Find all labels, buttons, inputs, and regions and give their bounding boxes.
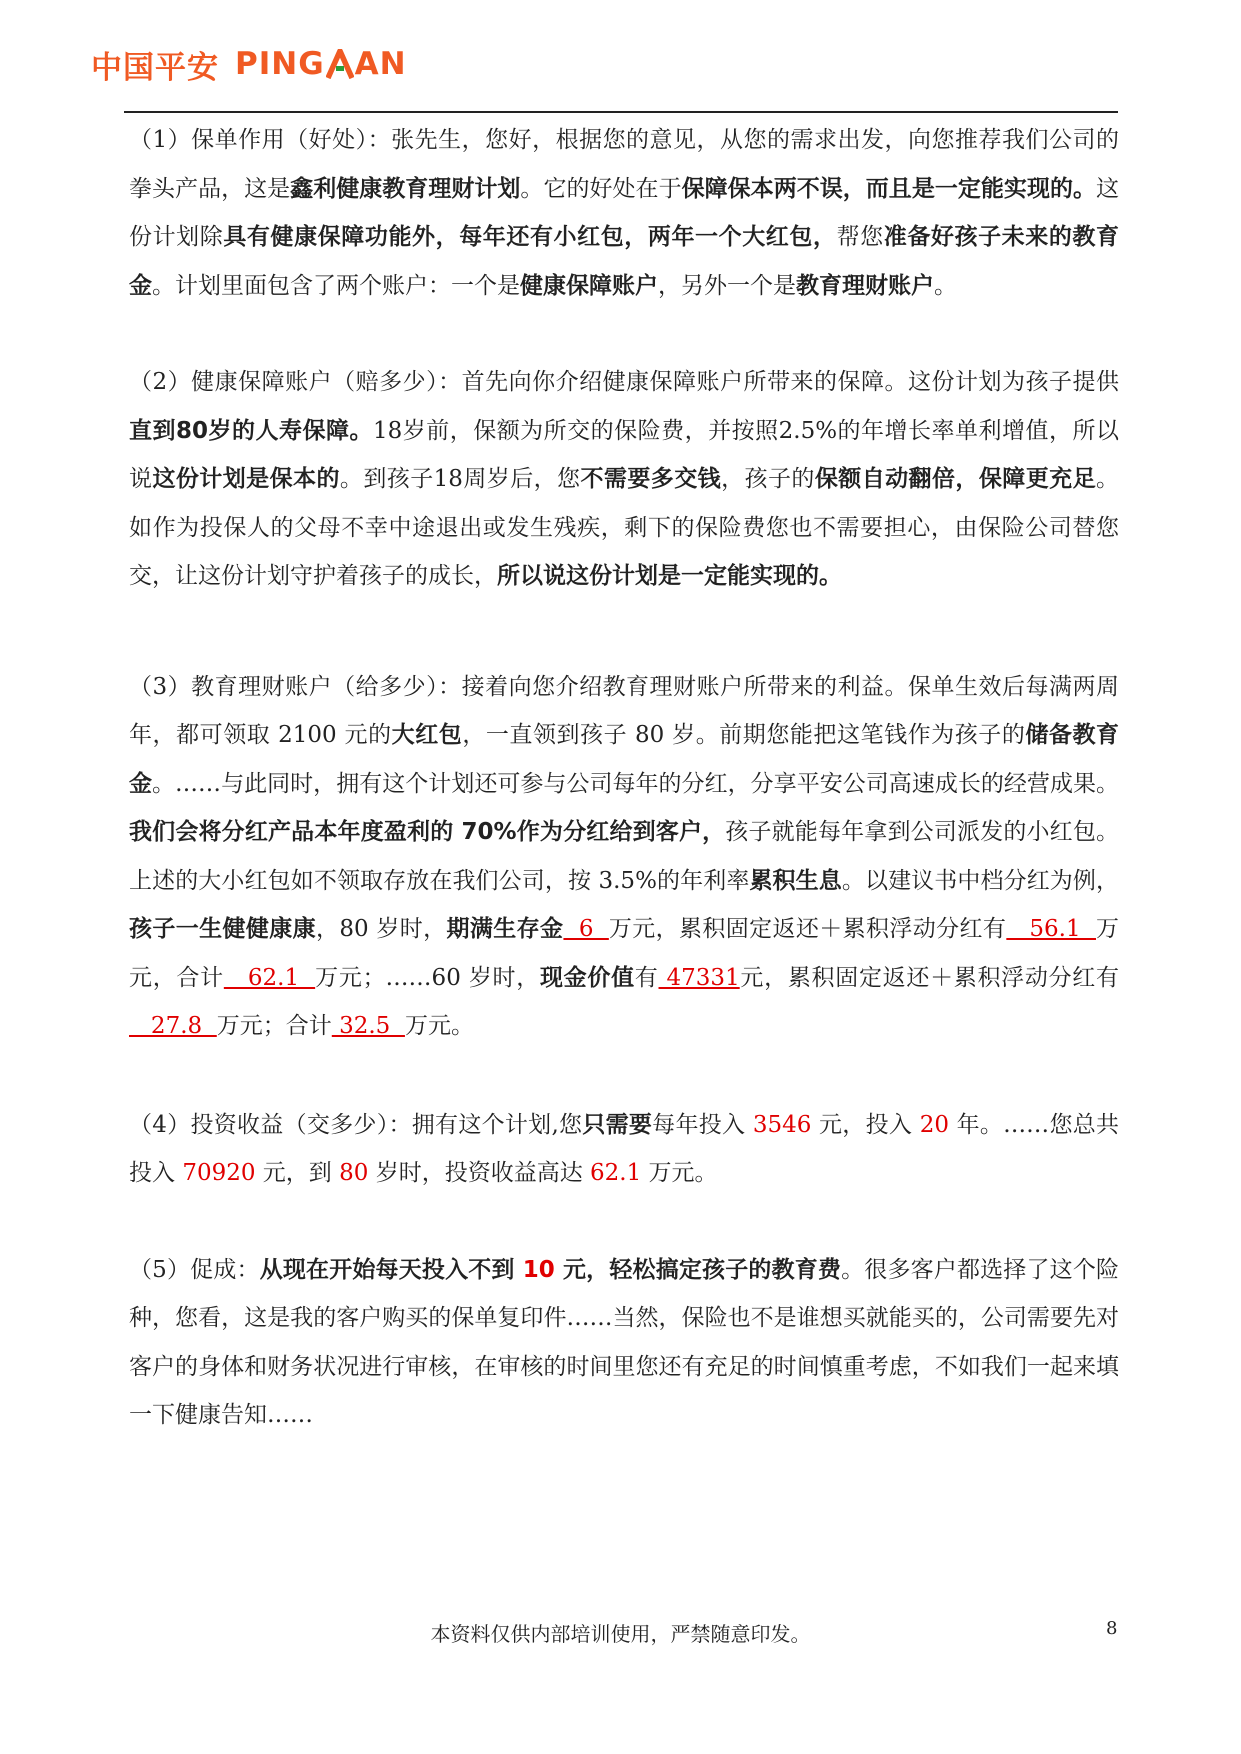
emphasis-text: 从现在开始每天投入不到 bbox=[259, 1256, 523, 1283]
emphasis-text: 期满生存金 bbox=[446, 916, 564, 942]
emphasis-text: 现金价值 bbox=[539, 964, 635, 991]
header-divider bbox=[124, 111, 1118, 113]
emphasis-text: 大红包 bbox=[391, 722, 463, 748]
emphasis-text: 所以说这份计划是一定能实现的。 bbox=[497, 563, 842, 589]
body-text: （1）保单作用（好处）：张先生，您好，根据您的意见，从您的需求出发，向您推荐我们公司的拳头产品，这是 bbox=[129, 127, 1119, 202]
body-text: ，一直领到孩子 80 岁。前期您能把这笔钱作为孩子的 bbox=[462, 722, 1026, 748]
emphasis-text: 我们会将分红产品本年度盈利的 70%作为分红给到客户， bbox=[129, 819, 726, 845]
brand-name-en bbox=[235, 46, 407, 82]
body-text: 岁时，投资收益高达 bbox=[368, 1160, 591, 1186]
emphasis-text: 健康保障账户 bbox=[520, 272, 658, 299]
footer-notice: 本资料仅供内部培训使用，严禁随意印发。 bbox=[430, 1622, 811, 1646]
filled-blank-value: 6 bbox=[563, 916, 609, 942]
body-text: 70920 bbox=[182, 1160, 256, 1186]
body-text: 万元，合计 bbox=[129, 916, 1119, 991]
body-text: 这份计划除 bbox=[129, 175, 1120, 250]
body-text: 。以建议书中档分红为例， bbox=[841, 867, 1120, 894]
filled-blank-value: 32.5 bbox=[331, 1013, 405, 1039]
filled-blank-value: 47331 bbox=[658, 964, 740, 991]
body-text: 元，累积固定返还＋累积浮动分红有 bbox=[739, 964, 1120, 991]
body-text: 。如作为投保人的父母不幸中途退出或发生残疾，剩下的保险费您也不需要担心，由保险公司替您交，让这份计划守护着孩子的成长， bbox=[129, 466, 1120, 589]
body-text: （5）促成： bbox=[129, 1256, 260, 1283]
emphasis-text: 直到80岁的人寿保障。 bbox=[129, 417, 373, 444]
pingan-logo bbox=[91, 44, 407, 84]
emphasis-text: 累积生息 bbox=[749, 867, 842, 894]
brand-name-en-left: PING bbox=[235, 46, 325, 82]
emphasis-text: 具有健康保障功能外，每年还有小红包，两年一个大红包， bbox=[223, 224, 837, 250]
body-text: 18岁前，保额为所交的保险费，并按照2.5%的年增长率单利增值，所以说 bbox=[129, 417, 1119, 492]
emphasis-text: 只需要 bbox=[582, 1111, 653, 1138]
filled-blank-value: 56.1 bbox=[1006, 916, 1096, 942]
body-text: ，80 岁时， bbox=[316, 916, 447, 942]
body-text: 孩子就能每年拿到公司派发的小红包。上述的大小红包如不领取存放在我们公司，按 3.5%的年利率 bbox=[129, 819, 1120, 894]
body-text: 。很多客户都选择了这个险种，您看，这是我的客户购买的保单复印件……当然，保险也不是谁想买就能买的，公司需要先对客户的身体和财务状况进行审核，在审核的时间里您还有充足的时间慎重考虑，不如我们一起来填一下健康告知…… bbox=[129, 1256, 1120, 1428]
emphasis-text: 保障保本两不误，而且是一定能实现的。 bbox=[681, 175, 1097, 202]
emphasis-text: 准备好孩子未来的教育金 bbox=[129, 224, 1120, 299]
pingan-a-mark-icon bbox=[326, 49, 354, 79]
body-text: ，孩子的 bbox=[721, 466, 815, 492]
body-text: 有 bbox=[634, 964, 659, 991]
section-investment-return bbox=[129, 1101, 1119, 1198]
section-education-account bbox=[129, 663, 1119, 1051]
emphasis-text: 元，轻松搞定孩子的教育费 bbox=[554, 1256, 842, 1283]
body-text: 62.1 bbox=[590, 1160, 642, 1186]
emphasis-text: 鑫利健康教育理财计划 bbox=[290, 175, 521, 202]
body-text: 。到孩子18周岁后，您 bbox=[339, 466, 581, 492]
body-text: 万元。 bbox=[404, 1013, 474, 1039]
emphasis-text: 保额自动翻倍，保障更充足 bbox=[814, 466, 1097, 492]
body-text: ，另外一个是 bbox=[658, 272, 796, 299]
filled-blank-value: 27.8 bbox=[129, 1013, 217, 1039]
body-text: 。 bbox=[934, 272, 957, 299]
body-text: 每年投入 bbox=[652, 1111, 753, 1138]
page-number: 8 bbox=[1106, 1618, 1118, 1639]
body-text: 元，到 bbox=[255, 1160, 340, 1186]
document-body bbox=[129, 116, 1119, 1440]
body-text: 万元，累积固定返还＋累积浮动分红有 bbox=[608, 916, 1007, 942]
body-text: 万元。 bbox=[641, 1160, 718, 1186]
section-closing bbox=[129, 1246, 1119, 1440]
body-text: （4）投资收益（交多少）：拥有这个计划,您 bbox=[129, 1111, 583, 1138]
body-text: 年。……您总共投入 bbox=[129, 1111, 1120, 1186]
section-health-account bbox=[129, 358, 1119, 601]
body-text: 。它的好处在于 bbox=[520, 175, 682, 202]
body-text: 3546 bbox=[752, 1111, 812, 1138]
emphasis-text: 教育理财账户 bbox=[796, 272, 934, 299]
section-policy-purpose bbox=[129, 116, 1119, 310]
body-text: （2）健康保障账户（赔多少）：首先向你介绍健康保障账户所带来的保障。这份计划为孩子提供 bbox=[129, 369, 1119, 395]
body-text: 元，投入 bbox=[811, 1111, 920, 1138]
emphasis-text: 不需要多交钱 bbox=[580, 466, 722, 492]
body-text: 万元；……60 岁时， bbox=[315, 964, 540, 991]
filled-blank-value: 62.1 bbox=[223, 964, 316, 991]
body-text: 帮您 bbox=[836, 224, 884, 250]
body-text: （3）教育理财账户（给多少）：接着向您介绍教育理财账户所带来的利益。保单生效后每满两周年，都可领取 2100 元的 bbox=[129, 673, 1119, 748]
body-text: 万元；合计 bbox=[216, 1013, 332, 1039]
emphasis-text: 10 bbox=[522, 1256, 555, 1283]
body-text: 。……与此同时，拥有这个计划还可参与公司每年的分红，分享平安公司高速成长的经营成果。 bbox=[152, 770, 1120, 797]
brand-name-cn: 中国平安 bbox=[91, 49, 219, 86]
body-text: 。计划里面包含了两个账户：一个是 bbox=[152, 272, 520, 299]
emphasis-text: 这份计划是保本的 bbox=[152, 466, 340, 492]
body-text: 80 bbox=[339, 1160, 369, 1186]
brand-name-en-right: AN bbox=[354, 46, 407, 82]
body-text: 20 bbox=[919, 1111, 950, 1138]
emphasis-text: 储备教育金 bbox=[129, 722, 1120, 797]
emphasis-text: 孩子一生健健康康 bbox=[129, 916, 317, 942]
